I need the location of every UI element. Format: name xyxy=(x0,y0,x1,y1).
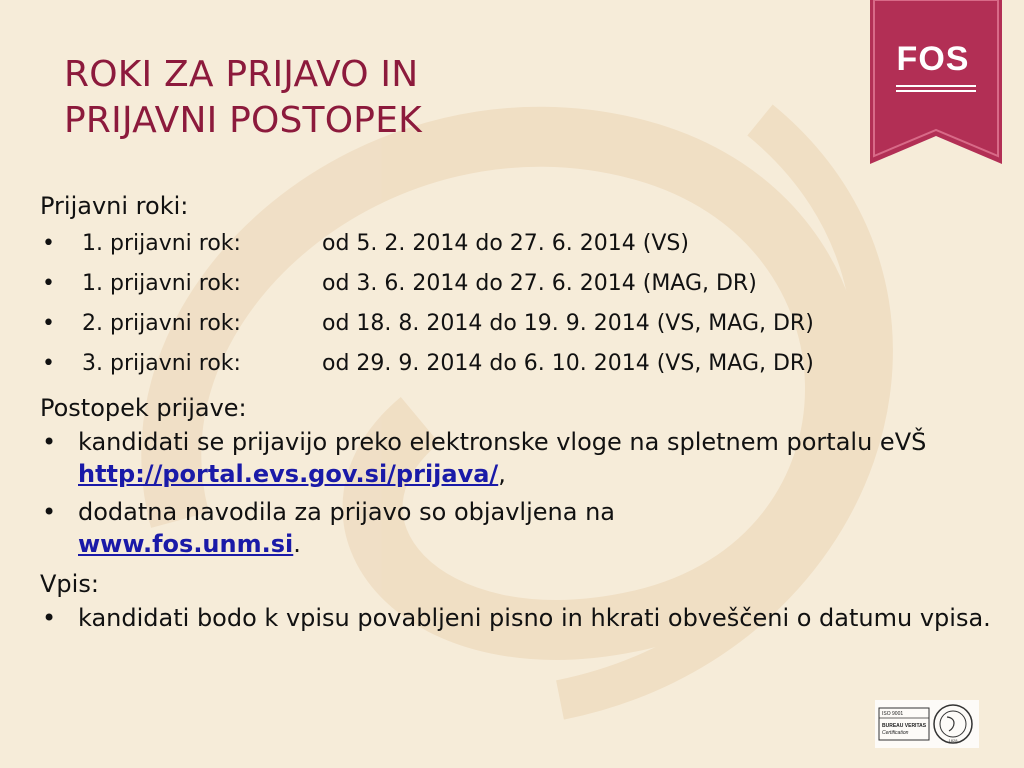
deadlines-heading: Prijavni roki: xyxy=(40,192,189,220)
deadline-period: od 3. 6. 2014 do 27. 6. 2014 (MAG, DR) xyxy=(322,271,757,296)
title-line-1: ROKI ZA PRIJAVO IN xyxy=(64,54,419,95)
evs-portal-link[interactable]: http://portal.evs.gov.si/prijava/ xyxy=(78,460,499,488)
fos-website-link[interactable]: www.fos.unm.si xyxy=(78,530,294,558)
deadline-period: od 5. 2. 2014 do 27. 6. 2014 (VS) xyxy=(322,231,689,256)
procedure-list xyxy=(40,426,1000,560)
slide-body xyxy=(40,188,1000,640)
deadline-label: 1. prijavni rok: xyxy=(82,231,241,256)
slide-title xyxy=(64,52,422,144)
procedure-suffix: , xyxy=(498,460,506,488)
cert-line-3: Certification xyxy=(882,730,909,736)
deadline-label: 2. prijavni rok: xyxy=(82,311,241,336)
procedure-item-instructions xyxy=(40,496,1000,560)
cert-line-1: ISO 9001 xyxy=(882,711,904,717)
deadline-label: 1. prijavni rok: xyxy=(82,271,241,296)
procedure-item-portal xyxy=(40,426,1000,490)
bullet-icon: • xyxy=(42,271,55,296)
procedure-suffix: . xyxy=(293,530,301,558)
bullet-icon: • xyxy=(42,428,57,456)
enrollment-item xyxy=(40,602,1000,634)
deadline-item xyxy=(40,264,1000,304)
procedure-text: dodatna navodila za prijavo so objavljena na xyxy=(78,498,615,526)
enrollment-list xyxy=(40,602,1000,634)
bullet-icon: • xyxy=(42,498,57,526)
bullet-icon: • xyxy=(42,311,55,336)
bullet-icon: • xyxy=(42,351,55,376)
procedure-heading: Postopek prijave: xyxy=(40,394,247,422)
cert-seal-year: 1828 xyxy=(948,738,958,743)
deadlines-list xyxy=(40,224,1000,384)
cert-line-2: BUREAU VERITAS xyxy=(882,723,927,729)
deadline-label: 3. prijavni rok: xyxy=(82,351,241,376)
enrollment-text: kandidati bodo k vpisu povabljeni pisno in hkrati obveščeni o datumu vpisa. xyxy=(78,604,991,632)
bureau-veritas-certification-badge xyxy=(875,700,979,748)
deadline-period: od 29. 9. 2014 do 6. 10. 2014 (VS, MAG, DR) xyxy=(322,351,814,376)
enrollment-heading: Vpis: xyxy=(40,570,99,598)
title-line-2: PRIJAVNI POSTOPEK xyxy=(64,100,422,141)
deadline-item xyxy=(40,344,1000,384)
fos-logo-ribbon xyxy=(870,0,1002,164)
deadline-item xyxy=(40,304,1000,344)
procedure-text: kandidati se prijavijo preko elektronske vloge na spletnem portalu eVŠ xyxy=(78,428,927,456)
bullet-icon: • xyxy=(42,604,57,632)
deadline-period: od 18. 8. 2014 do 19. 9. 2014 (VS, MAG, DR) xyxy=(322,311,814,336)
fos-logo-text: FOS xyxy=(896,40,970,78)
deadline-item xyxy=(40,224,1000,264)
bullet-icon: • xyxy=(42,231,55,256)
